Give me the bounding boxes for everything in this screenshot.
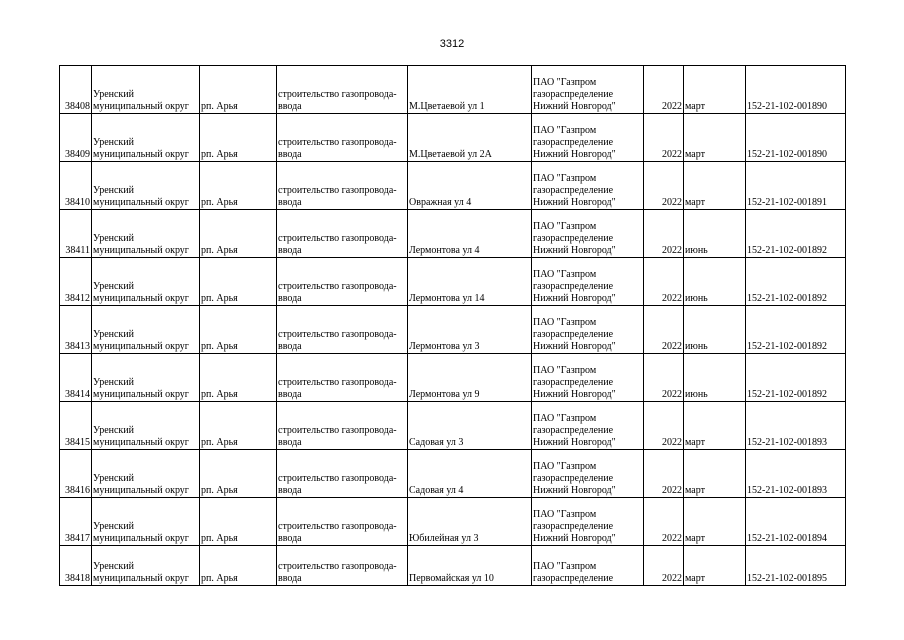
cell-month-text: июнь xyxy=(685,293,708,304)
cell-settlement xyxy=(200,114,277,162)
cell-month xyxy=(684,402,746,450)
cell-district xyxy=(92,498,200,546)
cell-year-text: 2022 xyxy=(662,533,682,544)
cell-address xyxy=(408,114,532,162)
cell-settlement-text: рп. Арья xyxy=(201,485,238,496)
cell-month xyxy=(684,306,746,354)
cell-organization-text: газораспределение xyxy=(533,521,614,532)
cell-work-type xyxy=(277,162,408,210)
table-row xyxy=(60,402,846,450)
cell-year xyxy=(644,210,684,258)
cell-year xyxy=(644,258,684,306)
cell-month-text: март xyxy=(685,485,705,496)
cell-code xyxy=(746,450,846,498)
cell-year xyxy=(644,546,684,586)
table-row xyxy=(60,354,846,402)
cell-organization xyxy=(532,546,644,586)
cell-organization-text: газораспределение xyxy=(533,185,614,196)
cell-settlement xyxy=(200,162,277,210)
cell-year-text: 2022 xyxy=(662,389,682,400)
cell-year-text: 2022 xyxy=(662,245,682,256)
table-row xyxy=(60,306,846,354)
cell-work-type xyxy=(277,210,408,258)
cell-work-type-text: ввода xyxy=(278,149,302,160)
cell-address-text: Лермонтова ул 9 xyxy=(409,389,480,400)
cell-district-text: Уренский xyxy=(93,233,134,244)
cell-address-text: М.Цветаевой ул 1 xyxy=(409,101,485,112)
cell-settlement-text: рп. Арья xyxy=(201,245,238,256)
cell-code-text: 152-21-102-001892 xyxy=(747,341,827,352)
page-number: 3312 xyxy=(439,38,465,50)
cell-year xyxy=(644,162,684,210)
cell-code xyxy=(746,498,846,546)
cell-year xyxy=(644,402,684,450)
cell-organization xyxy=(532,354,644,402)
cell-work-type-text: строительство газопровода- xyxy=(278,281,397,292)
cell-district xyxy=(92,402,200,450)
cell-district xyxy=(92,210,200,258)
cell-organization-text: ПАО "Газпром xyxy=(533,221,597,232)
cell-month xyxy=(684,498,746,546)
cell-settlement-text: рп. Арья xyxy=(201,573,238,584)
cell-organization-text: ПАО "Газпром xyxy=(533,173,597,184)
cell-address-text: Овражная ул 4 xyxy=(409,197,472,208)
cell-work-type-text: строительство газопровода- xyxy=(278,329,397,340)
cell-year-text: 2022 xyxy=(662,293,682,304)
cell-organization-text: Нижний Новгород" xyxy=(533,485,616,496)
cell-work-type xyxy=(277,114,408,162)
cell-number-text: 38408 xyxy=(65,101,90,112)
cell-month-text: март xyxy=(685,533,705,544)
cell-work-type-text: ввода xyxy=(278,437,302,448)
cell-settlement-text: рп. Арья xyxy=(201,101,238,112)
cell-code-text: 152-21-102-001893 xyxy=(747,437,827,448)
cell-organization-text: ПАО "Газпром xyxy=(533,125,597,136)
cell-district xyxy=(92,450,200,498)
cell-code-text: 152-21-102-001890 xyxy=(747,149,827,160)
table-row xyxy=(60,114,846,162)
cell-settlement xyxy=(200,210,277,258)
cell-district-text: Уренский xyxy=(93,561,134,572)
cell-work-type-text: строительство газопровода- xyxy=(278,137,397,148)
cell-settlement-text: рп. Арья xyxy=(201,533,238,544)
cell-district xyxy=(92,354,200,402)
cell-address xyxy=(408,258,532,306)
table-row xyxy=(60,450,846,498)
cell-district-text: Уренский xyxy=(93,329,134,340)
cell-month-text: март xyxy=(685,197,705,208)
cell-district-text: Уренский xyxy=(93,281,134,292)
cell-work-type-text: ввода xyxy=(278,197,302,208)
cell-address xyxy=(408,546,532,586)
cell-organization xyxy=(532,306,644,354)
cell-address-text: Юбилейная ул 3 xyxy=(409,533,479,544)
table-row xyxy=(60,498,846,546)
cell-year xyxy=(644,114,684,162)
cell-organization xyxy=(532,114,644,162)
cell-district-text: Уренский xyxy=(93,473,134,484)
cell-address xyxy=(408,162,532,210)
cell-number xyxy=(60,498,92,546)
cell-month xyxy=(684,450,746,498)
cell-organization-text: Нижний Новгород" xyxy=(533,101,616,112)
cell-year xyxy=(644,354,684,402)
cell-organization-text: Нижний Новгород" xyxy=(533,437,616,448)
cell-year xyxy=(644,450,684,498)
cell-organization-text: ПАО "Газпром xyxy=(533,77,597,88)
table-row xyxy=(60,546,846,586)
cell-settlement-text: рп. Арья xyxy=(201,197,238,208)
cell-organization-text: Нижний Новгород" xyxy=(533,149,616,160)
cell-work-type-text: ввода xyxy=(278,293,302,304)
cell-district-text: Уренский xyxy=(93,137,134,148)
cell-organization-text: газораспределение xyxy=(533,233,614,244)
cell-settlement-text: рп. Арья xyxy=(201,341,238,352)
cell-district-text: Уренский xyxy=(93,377,134,388)
cell-number xyxy=(60,450,92,498)
cell-year-text: 2022 xyxy=(662,437,682,448)
cell-district xyxy=(92,66,200,114)
cell-year xyxy=(644,306,684,354)
cell-number-text: 38411 xyxy=(65,245,90,256)
cell-organization-text: ПАО "Газпром xyxy=(533,461,597,472)
cell-number-text: 38412 xyxy=(65,293,90,304)
cell-organization-text: Нижний Новгород" xyxy=(533,389,616,400)
cell-number xyxy=(60,306,92,354)
cell-district-text: муниципальный округ xyxy=(93,485,189,496)
cell-code-text: 152-21-102-001892 xyxy=(747,245,827,256)
cell-number xyxy=(60,258,92,306)
cell-month xyxy=(684,354,746,402)
cell-district-text: муниципальный округ xyxy=(93,437,189,448)
cell-address xyxy=(408,498,532,546)
cell-month-text: март xyxy=(685,101,705,112)
cell-month xyxy=(684,66,746,114)
cell-year-text: 2022 xyxy=(662,573,682,584)
cell-district-text: Уренский xyxy=(93,425,134,436)
cell-address-text: Лермонтова ул 14 xyxy=(409,293,485,304)
cell-settlement xyxy=(200,402,277,450)
cell-code-text: 152-21-102-001893 xyxy=(747,485,827,496)
cell-work-type xyxy=(277,402,408,450)
cell-number-text: 38416 xyxy=(65,485,90,496)
cell-organization-text: ПАО "Газпром xyxy=(533,317,597,328)
cell-organization-text: газораспределение xyxy=(533,137,614,148)
cell-code-text: 152-21-102-001891 xyxy=(747,197,827,208)
cell-number xyxy=(60,114,92,162)
cell-number-text: 38410 xyxy=(65,197,90,208)
cell-organization xyxy=(532,162,644,210)
cell-organization-text: Нижний Новгород" xyxy=(533,533,616,544)
cell-code-text: 152-21-102-001894 xyxy=(747,533,827,544)
table-row xyxy=(60,210,846,258)
cell-work-type-text: строительство газопровода- xyxy=(278,89,397,100)
cell-code xyxy=(746,306,846,354)
cell-organization-text: газораспределение xyxy=(533,573,614,584)
cell-organization-text: Нижний Новгород" xyxy=(533,293,616,304)
cell-organization-text: Нижний Новгород" xyxy=(533,245,616,256)
cell-organization-text: ПАО "Газпром xyxy=(533,509,597,520)
cell-work-type-text: строительство газопровода- xyxy=(278,425,397,436)
cell-work-type-text: ввода xyxy=(278,533,302,544)
cell-work-type-text: строительство газопровода- xyxy=(278,233,397,244)
cell-organization xyxy=(532,66,644,114)
cell-address xyxy=(408,210,532,258)
cell-year xyxy=(644,498,684,546)
cell-work-type xyxy=(277,498,408,546)
cell-year-text: 2022 xyxy=(662,149,682,160)
cell-month xyxy=(684,546,746,586)
cell-work-type-text: ввода xyxy=(278,101,302,112)
cell-month-text: июнь xyxy=(685,245,708,256)
cell-address xyxy=(408,306,532,354)
cell-work-type xyxy=(277,354,408,402)
cell-settlement-text: рп. Арья xyxy=(201,389,238,400)
cell-organization-text: газораспределение xyxy=(533,329,614,340)
cell-number xyxy=(60,162,92,210)
cell-number xyxy=(60,354,92,402)
cell-month xyxy=(684,210,746,258)
cell-settlement xyxy=(200,354,277,402)
cell-work-type-text: строительство газопровода- xyxy=(278,377,397,388)
cell-address-text: Лермонтова ул 3 xyxy=(409,341,480,352)
cell-district xyxy=(92,258,200,306)
cell-work-type xyxy=(277,450,408,498)
cell-address xyxy=(408,450,532,498)
cell-organization-text: ПАО "Газпром xyxy=(533,413,597,424)
cell-settlement-text: рп. Арья xyxy=(201,149,238,160)
cell-number xyxy=(60,402,92,450)
cell-code-text: 152-21-102-001890 xyxy=(747,101,827,112)
cell-work-type-text: ввода xyxy=(278,389,302,400)
cell-organization xyxy=(532,210,644,258)
cell-code-text: 152-21-102-001892 xyxy=(747,293,827,304)
cell-organization xyxy=(532,258,644,306)
cell-settlement-text: рп. Арья xyxy=(201,293,238,304)
cell-district-text: муниципальный округ xyxy=(93,245,189,256)
cell-month-text: март xyxy=(685,573,705,584)
cell-address xyxy=(408,66,532,114)
cell-settlement xyxy=(200,66,277,114)
cell-organization xyxy=(532,402,644,450)
cell-work-type-text: ввода xyxy=(278,341,302,352)
cell-number xyxy=(60,546,92,586)
cell-year-text: 2022 xyxy=(662,341,682,352)
cell-organization-text: газораспределение xyxy=(533,89,614,100)
cell-month-text: март xyxy=(685,437,705,448)
cell-number-text: 38409 xyxy=(65,149,90,160)
cell-code-text: 152-21-102-001892 xyxy=(747,389,827,400)
cell-work-type-text: ввода xyxy=(278,573,302,584)
cell-settlement xyxy=(200,258,277,306)
cell-settlement xyxy=(200,450,277,498)
cell-address-text: Первомайская ул 10 xyxy=(409,573,494,584)
cell-number-text: 38415 xyxy=(65,437,90,448)
cell-district xyxy=(92,546,200,586)
cell-district xyxy=(92,162,200,210)
cell-district-text: муниципальный округ xyxy=(93,149,189,160)
cell-code xyxy=(746,258,846,306)
cell-organization-text: ПАО "Газпром xyxy=(533,269,597,280)
cell-number-text: 38414 xyxy=(65,389,90,400)
cell-year-text: 2022 xyxy=(662,485,682,496)
cell-work-type xyxy=(277,546,408,586)
cell-organization-text: ПАО "Газпром xyxy=(533,561,597,572)
cell-organization xyxy=(532,498,644,546)
cell-district-text: муниципальный округ xyxy=(93,533,189,544)
cell-work-type-text: строительство газопровода- xyxy=(278,521,397,532)
cell-settlement xyxy=(200,306,277,354)
cell-district-text: муниципальный округ xyxy=(93,573,189,584)
cell-address-text: М.Цветаевой ул 2А xyxy=(409,149,492,160)
cell-month-text: июнь xyxy=(685,389,708,400)
cell-district xyxy=(92,114,200,162)
table-row xyxy=(60,66,846,114)
cell-month xyxy=(684,114,746,162)
cell-address-text: Садовая ул 4 xyxy=(409,485,464,496)
table-body xyxy=(60,66,846,586)
cell-address-text: Садовая ул 3 xyxy=(409,437,464,448)
cell-district-text: Уренский xyxy=(93,185,134,196)
cell-year-text: 2022 xyxy=(662,101,682,112)
cell-address xyxy=(408,402,532,450)
cell-district-text: муниципальный округ xyxy=(93,389,189,400)
cell-work-type-text: строительство газопровода- xyxy=(278,185,397,196)
cell-settlement-text: рп. Арья xyxy=(201,437,238,448)
cell-month-text: июнь xyxy=(685,341,708,352)
cell-organization xyxy=(532,450,644,498)
table-row xyxy=(60,258,846,306)
cell-organization-text: ПАО "Газпром xyxy=(533,365,597,376)
cell-work-type-text: ввода xyxy=(278,245,302,256)
cell-organization-text: Нижний Новгород" xyxy=(533,197,616,208)
cell-district-text: муниципальный округ xyxy=(93,293,189,304)
cell-month-text: март xyxy=(685,149,705,160)
cell-district xyxy=(92,306,200,354)
cell-code xyxy=(746,114,846,162)
table-row xyxy=(60,162,846,210)
cell-month xyxy=(684,258,746,306)
cell-year-text: 2022 xyxy=(662,197,682,208)
cell-district-text: муниципальный округ xyxy=(93,101,189,112)
registry-table xyxy=(59,65,846,586)
cell-code-text: 152-21-102-001895 xyxy=(747,573,827,584)
cell-district-text: муниципальный округ xyxy=(93,197,189,208)
cell-district-text: муниципальный округ xyxy=(93,341,189,352)
cell-work-type xyxy=(277,258,408,306)
cell-organization-text: Нижний Новгород" xyxy=(533,341,616,352)
cell-settlement xyxy=(200,546,277,586)
cell-number-text: 38417 xyxy=(65,533,90,544)
cell-organization-text: газораспределение xyxy=(533,281,614,292)
cell-number-text: 38413 xyxy=(65,341,90,352)
cell-organization-text: газораспределение xyxy=(533,377,614,388)
cell-work-type-text: строительство газопровода- xyxy=(278,473,397,484)
cell-month xyxy=(684,162,746,210)
cell-number-text: 38418 xyxy=(65,573,90,584)
cell-code xyxy=(746,354,846,402)
cell-work-type xyxy=(277,306,408,354)
cell-settlement xyxy=(200,498,277,546)
cell-district-text: Уренский xyxy=(93,521,134,532)
cell-organization-text: газораспределение xyxy=(533,425,614,436)
cell-address xyxy=(408,354,532,402)
cell-organization-text: газораспределение xyxy=(533,473,614,484)
cell-district-text: Уренский xyxy=(93,89,134,100)
cell-code xyxy=(746,546,846,586)
cell-work-type-text: строительство газопровода- xyxy=(278,561,397,572)
cell-code xyxy=(746,210,846,258)
cell-code xyxy=(746,66,846,114)
cell-work-type xyxy=(277,66,408,114)
cell-number xyxy=(60,210,92,258)
cell-year xyxy=(644,66,684,114)
cell-number xyxy=(60,66,92,114)
cell-code xyxy=(746,402,846,450)
cell-address-text: Лермонтова ул 4 xyxy=(409,245,480,256)
cell-code xyxy=(746,162,846,210)
cell-work-type-text: ввода xyxy=(278,485,302,496)
